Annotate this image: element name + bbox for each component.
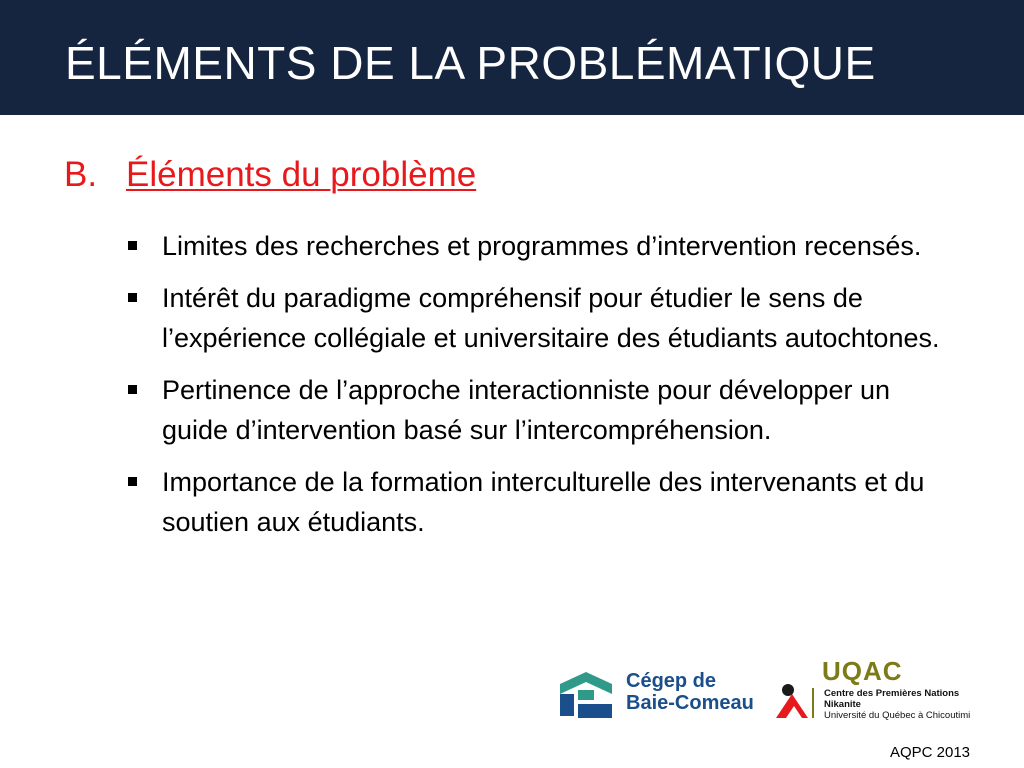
bullet-item <box>126 370 946 450</box>
bullet-item <box>126 278 946 358</box>
section-heading <box>64 155 476 195</box>
section-title: Éléments du problème <box>126 155 477 194</box>
bullet-item <box>126 226 946 266</box>
uqac-line-3: Université du Québec à Chicoutimi <box>824 710 971 721</box>
bullet-item <box>126 462 946 542</box>
uqac-logo <box>772 656 992 726</box>
bullet-text: Limites des recherches et programmes d’intervention recensés. <box>162 231 922 261</box>
title-bar <box>0 0 1024 115</box>
bullet-text: Importance de la formation interculturelle des intervenants et du soutien aux étudiants. <box>162 467 925 537</box>
footer-text: AQPC 2013 <box>889 744 970 761</box>
cegep-name <box>626 670 754 714</box>
square-bullet-icon <box>128 477 137 486</box>
slide-title: ÉLÉMENTS DE LA PROBLÉMATIQUE <box>65 37 876 89</box>
bullet-text: Pertinence de l’approche interactionniste pour développer un guide d’intervention basé sur l’intercompréhension. <box>162 375 890 445</box>
square-bullet-icon <box>128 241 137 250</box>
cegep-line-1: Cégep de <box>626 670 717 692</box>
bullet-text: Intérêt du paradigme compréhensif pour étudier le sens de l’expérience collégiale et universitaire des étudiants autochtones. <box>162 283 940 353</box>
square-bullet-icon <box>128 293 137 302</box>
uqac-wordmark: UQAC <box>822 656 903 686</box>
uqac-text <box>824 688 970 721</box>
section-letter: B. <box>64 155 98 194</box>
nikanite-logo-icon <box>772 678 818 726</box>
bullet-list <box>126 226 946 554</box>
cegep-line-2: Baie-Comeau <box>626 692 754 714</box>
cegep-logo <box>556 664 754 724</box>
cegep-logo-icon <box>556 664 616 722</box>
square-bullet-icon <box>128 385 137 394</box>
uqac-line-1: Centre des Premières Nations <box>824 688 960 699</box>
uqac-line-2: Nikanite <box>824 699 861 710</box>
